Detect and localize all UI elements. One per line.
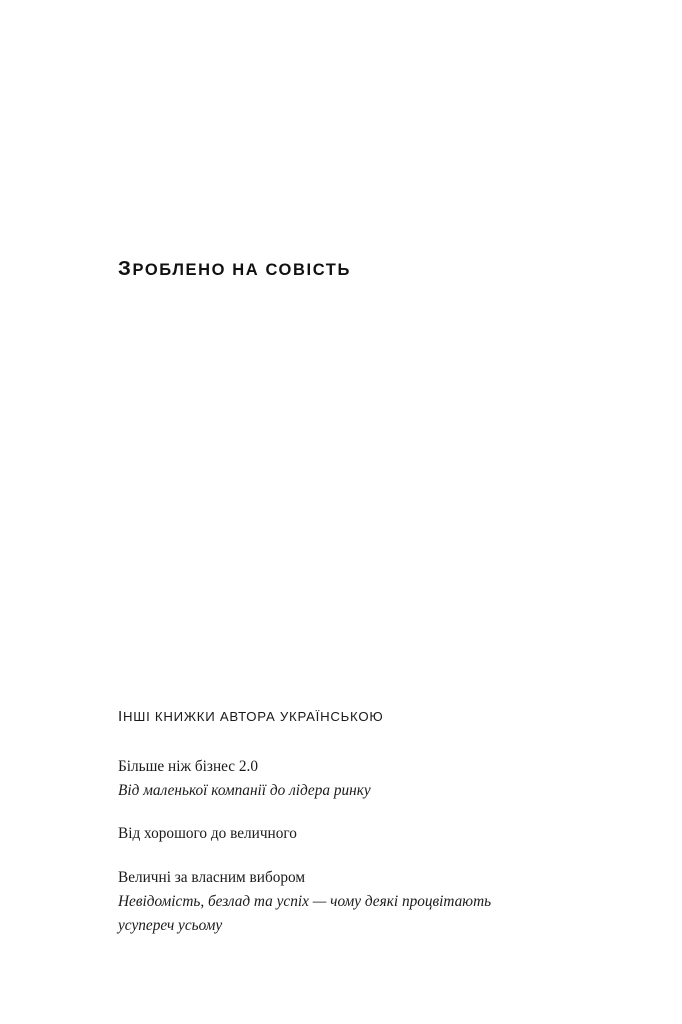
list-item bbox=[118, 755, 588, 802]
other-books-section bbox=[118, 708, 588, 937]
page-title-initial: З bbox=[118, 256, 133, 280]
book-subtitle: Від маленької компанії до лідера ринку bbox=[118, 781, 371, 799]
page-title-rest: РОБЛЕНО НА СОВІСТЬ bbox=[132, 260, 351, 279]
book-subtitle: Невідомість, безлад та успіх — чому деякі процвітають усупереч усьому bbox=[118, 892, 492, 934]
other-books-heading-rest: НШІ КНИЖКИ АВТОРА УКРАЇНСЬКОЮ bbox=[122, 709, 384, 724]
other-books-heading bbox=[118, 708, 588, 725]
list-item bbox=[118, 822, 588, 846]
book-title: Від хорошого до величного bbox=[118, 825, 297, 843]
page-title bbox=[118, 257, 351, 281]
other-books-heading-initial: І bbox=[118, 708, 123, 725]
book-title: Величні за власним вибором bbox=[118, 869, 306, 887]
book-title: Більше ніж бізнес 2.0 bbox=[118, 758, 259, 775]
list-item bbox=[118, 866, 588, 937]
